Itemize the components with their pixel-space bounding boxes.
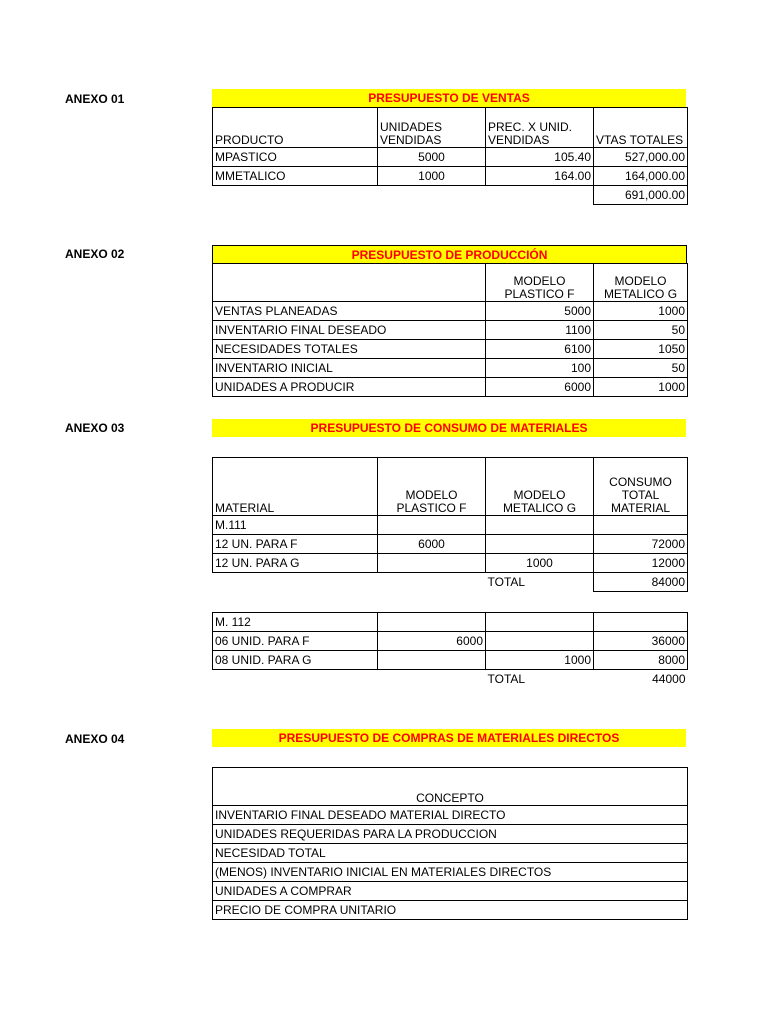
table-row — [213, 302, 688, 321]
total-row — [213, 573, 688, 592]
total-row — [213, 670, 688, 689]
total-value: 164,000.00 — [594, 167, 688, 186]
header-unidades-vendidas: UNIDADES VENDIDAS — [378, 108, 486, 148]
row-label: 12 UN. PARA G — [213, 554, 378, 573]
price-value: 164.00 — [486, 167, 594, 186]
table-row — [213, 863, 688, 882]
product-name: MPASTICO — [213, 148, 378, 167]
concepto-item: UNIDADES REQUERIDAS PARA LA PRODUCCION — [213, 825, 688, 844]
units-value: 5000 — [378, 148, 486, 167]
consumo-value: 8000 — [594, 651, 688, 670]
table-row — [213, 340, 688, 359]
plastico-value: 5000 — [486, 302, 594, 321]
header-vtas-totales: VTAS TOTALES — [594, 108, 688, 148]
presupuesto-produccion-title: PRESUPUESTO DE PRODUCCIÓN — [212, 245, 687, 263]
product-name: MMETALICO — [213, 167, 378, 186]
consumo-m112-table — [212, 612, 688, 688]
metalico-value: 50 — [594, 321, 688, 340]
plastico-value: 6000 — [378, 535, 486, 554]
metalico-value: 1000 — [486, 651, 594, 670]
header-concepto: CONCEPTO — [213, 768, 688, 806]
table-row — [213, 882, 688, 901]
header-material: MATERIAL — [213, 458, 378, 516]
anexo-04-label: ANEXO 04 — [65, 732, 125, 746]
compras-table — [212, 767, 688, 920]
consumo-value: 72000 — [594, 535, 688, 554]
table-row — [213, 359, 688, 378]
concepto-item: INVENTARIO FINAL DESEADO MATERIAL DIRECTO — [213, 806, 688, 825]
metalico-value — [486, 632, 594, 651]
header-prec-unid-vendidas: PREC. X UNID. VENDIDAS — [486, 108, 594, 148]
ventas-header-row — [213, 108, 688, 148]
total-label: TOTAL — [486, 573, 594, 592]
consumo-value: 36000 — [594, 632, 688, 651]
plastico-value: 6000 — [378, 632, 486, 651]
anexo-02-label: ANEXO 02 — [65, 247, 125, 261]
presupuesto-compras-title: PRESUPUESTO DE COMPRAS DE MATERIALES DIRECTOS — [212, 729, 686, 747]
material-name-row — [213, 516, 688, 535]
metalico-value — [486, 535, 594, 554]
header-consumo-total: CONSUMO TOTAL MATERIAL — [594, 458, 688, 516]
concepto-item: (MENOS) INVENTARIO INICIAL EN MATERIALES DIRECTOS — [213, 863, 688, 882]
row-label: INVENTARIO FINAL DESEADO — [213, 321, 486, 340]
table-row — [213, 806, 688, 825]
header-modelo-metalico: MODELO METALICO G — [486, 458, 594, 516]
material-name: M.111 — [213, 516, 378, 535]
plastico-value — [378, 554, 486, 573]
produccion-table — [212, 263, 688, 397]
header-modelo-plastico: MODELO PLASTICO F — [378, 458, 486, 516]
m112-total-value: 44000 — [594, 670, 688, 689]
metalico-value: 1000 — [594, 302, 688, 321]
ventas-table — [212, 107, 688, 205]
units-value: 1000 — [378, 167, 486, 186]
total-value: 527,000.00 — [594, 148, 688, 167]
table-row — [213, 535, 688, 554]
table-row — [213, 901, 688, 920]
m111-total-value: 84000 — [594, 573, 688, 592]
plastico-value: 6000 — [486, 378, 594, 397]
table-row — [213, 378, 688, 397]
table-row — [213, 651, 688, 670]
consumo-header-row — [213, 458, 688, 516]
table-row — [213, 825, 688, 844]
concepto-item: UNIDADES A COMPRAR — [213, 882, 688, 901]
material-name: M. 112 — [213, 613, 378, 632]
consumo-value: 12000 — [594, 554, 688, 573]
table-row — [213, 167, 688, 186]
header-producto: PRODUCTO — [213, 108, 378, 148]
row-label: UNIDADES A PRODUCIR — [213, 378, 486, 397]
compras-header-row — [213, 768, 688, 806]
plastico-value: 6100 — [486, 340, 594, 359]
anexo-03-label: ANEXO 03 — [65, 421, 125, 435]
consumo-m111-table — [212, 457, 688, 592]
row-label: 06 UNID. PARA F — [213, 632, 378, 651]
header-modelo-plastico: MODELO PLASTICO F — [486, 264, 594, 302]
row-label: 08 UNID. PARA G — [213, 651, 378, 670]
metalico-value: 1050 — [594, 340, 688, 359]
metalico-value: 1000 — [594, 378, 688, 397]
table-row — [213, 148, 688, 167]
plastico-value: 100 — [486, 359, 594, 378]
header-blank — [213, 264, 486, 302]
plastico-value — [378, 651, 486, 670]
row-label: INVENTARIO INICIAL — [213, 359, 486, 378]
concepto-item: PRECIO DE COMPRA UNITARIO — [213, 901, 688, 920]
concepto-item: NECESIDAD TOTAL — [213, 844, 688, 863]
metalico-value: 1000 — [486, 554, 594, 573]
plastico-value: 1100 — [486, 321, 594, 340]
ventas-total-row — [213, 186, 688, 205]
ventas-grand-total: 691,000.00 — [594, 186, 688, 205]
row-label: VENTAS PLANEADAS — [213, 302, 486, 321]
anexo-01-label: ANEXO 01 — [65, 92, 125, 106]
price-value: 105.40 — [486, 148, 594, 167]
total-label: TOTAL — [486, 670, 594, 689]
produccion-header-row — [213, 264, 688, 302]
material-name-row — [213, 613, 688, 632]
table-row — [213, 321, 688, 340]
table-row — [213, 554, 688, 573]
presupuesto-ventas-title: PRESUPUESTO DE VENTAS — [212, 89, 686, 107]
table-row — [213, 844, 688, 863]
row-label: 12 UN. PARA F — [213, 535, 378, 554]
metalico-value: 50 — [594, 359, 688, 378]
presupuesto-consumo-title: PRESUPUESTO DE CONSUMO DE MATERIALES — [212, 419, 686, 437]
row-label: NECESIDADES TOTALES — [213, 340, 486, 359]
table-row — [213, 632, 688, 651]
header-modelo-metalico: MODELO METALICO G — [594, 264, 688, 302]
